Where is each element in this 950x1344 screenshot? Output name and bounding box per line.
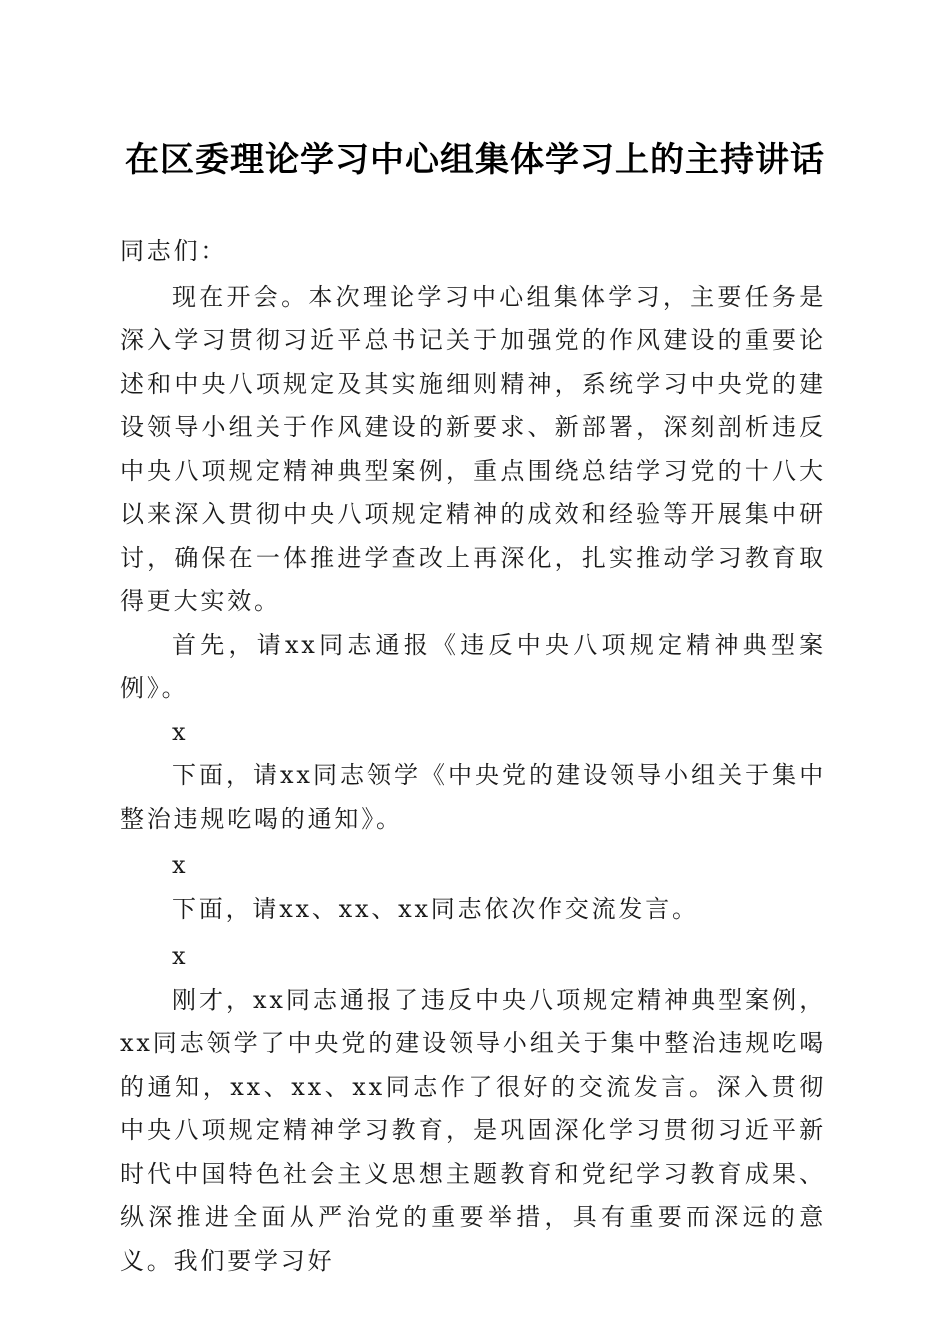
paragraph-opening: 现在开会。本次理论学习中心组集体学习，主要任务是深入学习贯彻习近平总书记关于加强党的作风建设的重要论述和中央八项规定及其实施细则精神，系统学习中央党的建设领导小组关于作风建设的新要求、新部署，深刻剖析违反中央八项规定精神典型案例，重点围绕总结学习党的十八大以来深入贯彻中央八项规定精神的成效和经验等开展集中研讨，确保在一体推进学查改上再深化，扎实推动学习教育取得更大实效。 bbox=[120, 282, 826, 615]
paragraph-third-item: 下面，请xx、xx、xx同志依次作交流发言。 bbox=[172, 895, 699, 923]
placeholder-marker: x bbox=[172, 851, 189, 879]
document-body bbox=[120, 230, 826, 1283]
placeholder-marker: x bbox=[172, 717, 189, 746]
document-title: 在区委理论学习中心组集体学习上的主持讲话 bbox=[125, 140, 825, 180]
salutation: 同志们： bbox=[120, 237, 228, 265]
paragraph-first-item: 首先，请xx同志通报《违反中央八项规定精神典型案例》。 bbox=[120, 630, 826, 702]
paragraph-second-item: 下面，请xx同志领学《中央党的建设领导小组关于集中整治违规吃喝的通知》。 bbox=[120, 761, 826, 833]
placeholder-marker: x bbox=[172, 941, 189, 970]
paragraph-summary: 刚才，xx同志通报了违反中央八项规定精神典型案例，xx同志领学了中央党的建设领导小组关于集中整治违规吃喝的通知，xx、xx、xx同志作了很好的交流发言。深入贯彻中央八项规定精神学习教育，是巩固深化学习贯彻习近平新时代中国特色社会主义思想主题教育和党纪学习教育成果、纵深推进全面从严治党的重要举措，具有重要而深远的意义。我们要学习好 bbox=[120, 985, 826, 1275]
